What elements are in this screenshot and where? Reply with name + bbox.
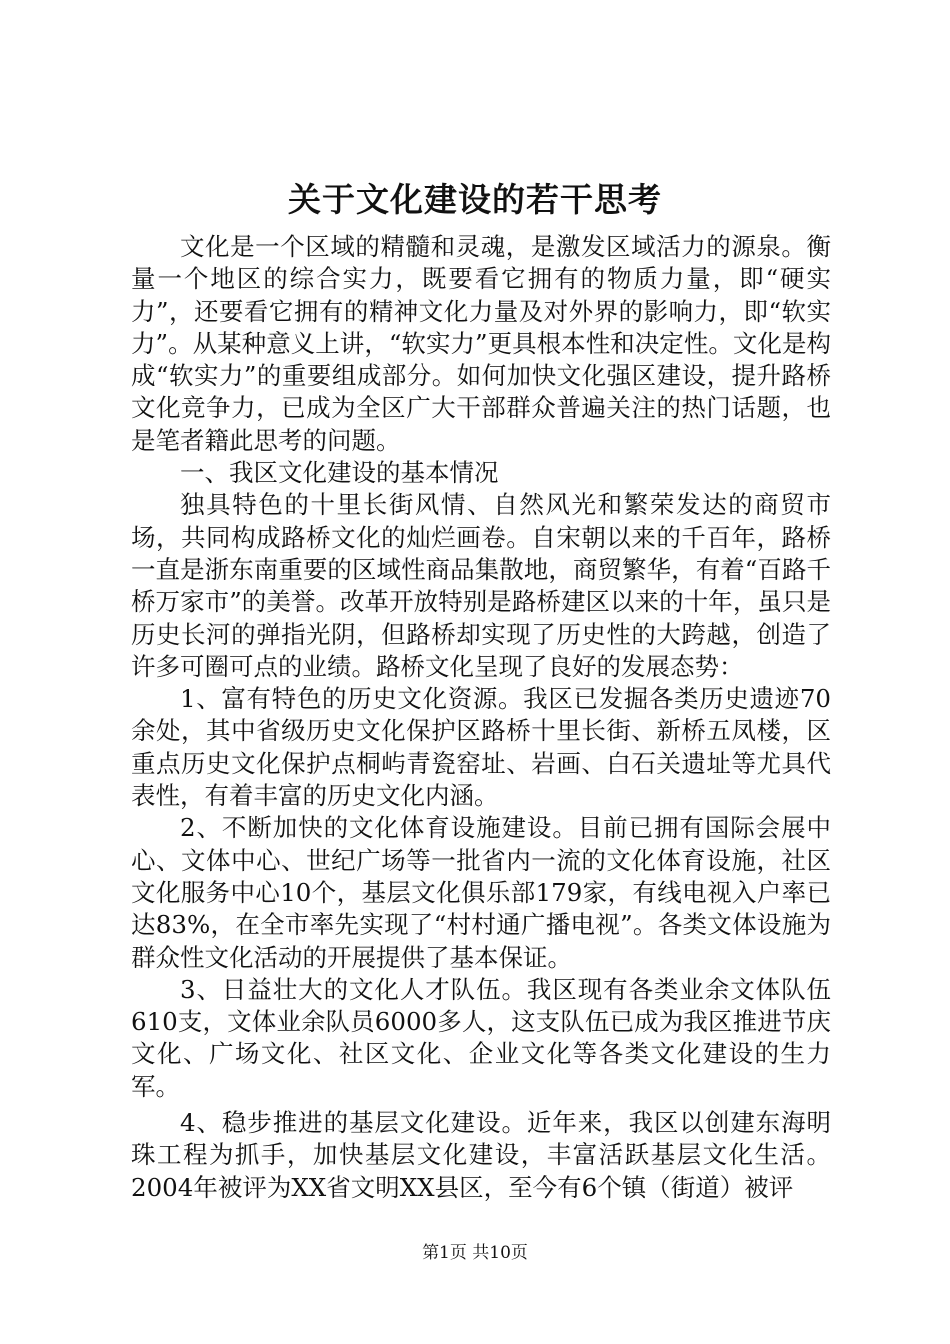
paragraph-intro: 文化是一个区域的精髓和灵魂，是激发区域活力的源泉。衡量一个地区的综合实力，既要看它拥有的物质力量，即“硬实力”，还要看它拥有的精神文化力量及对外界的影响力，即“软实力”。从某种意义上讲，“软实力”更具根本性和决定性。文化是构成“软实力”的重要组成部分。如何加快文化强区建设，提升路桥文化竞争力，已成为全区广大干部群众普遍关注的热门话题，也是笔者籍此思考的问题。 xyxy=(131,232,831,455)
paragraph-item-1: 1、富有特色的历史文化资源。我区已发掘各类历史遗迹70余处，其中省级历史文化保护区路桥十里长街、新桥五凤楼，区重点历史文化保护点桐屿青瓷窑址、岩画、白石关遗址等尤具代表性，有着丰富的历史文化内涵。 xyxy=(131,684,831,811)
document-body xyxy=(131,231,831,1204)
page-number: 第1页 共10页 xyxy=(422,1243,528,1263)
paragraph-overview: 独具特色的十里长街风情、自然风光和繁荣发达的商贸市场，共同构成路桥文化的灿烂画卷。自宋朝以来的千百年，路桥一直是浙东南重要的区域性商品集散地，商贸繁华，有着“百路千桥万家市”的美誉。改革开放特别是路桥建区以来的十年，虽只是历史长河的弹指光阴，但路桥却实现了历史性的大跨越，创造了许多可圈可点的业绩。路桥文化呈现了良好的发展态势： xyxy=(131,490,831,681)
paragraph-item-2: 2、不断加快的文化体育设施建设。目前已拥有国际会展中心、文体中心、世纪广场等一批省内一流的文化体育设施，社区文化服务中心10个，基层文化俱乐部179家，有线电视入户率已达83%，在全市率先实现了“村村通广播电视”。各类文体设施为群众性文化活动的开展提供了基本保证。 xyxy=(131,813,831,972)
document-title: 关于文化建设的若干思考 xyxy=(288,180,662,219)
paragraph-item-3: 3、日益壮大的文化人才队伍。我区现有各类业余文体队伍610支，文体业余队员6000多人，这支队伍已成为我区推进节庆文化、广场文化、社区文化、企业文化等各类文化建设的生力军。 xyxy=(131,974,831,1101)
paragraph-item-4: 4、稳步推进的基层文化建设。近年来，我区以创建东海明珠工程为抓手，加快基层文化建设，丰富活跃基层文化生活。2004年被评为XX省文明XX县区，至今有6个镇（街道）被评 xyxy=(131,1108,831,1202)
section-heading: 一、我区文化建设的基本情况 xyxy=(180,458,499,488)
